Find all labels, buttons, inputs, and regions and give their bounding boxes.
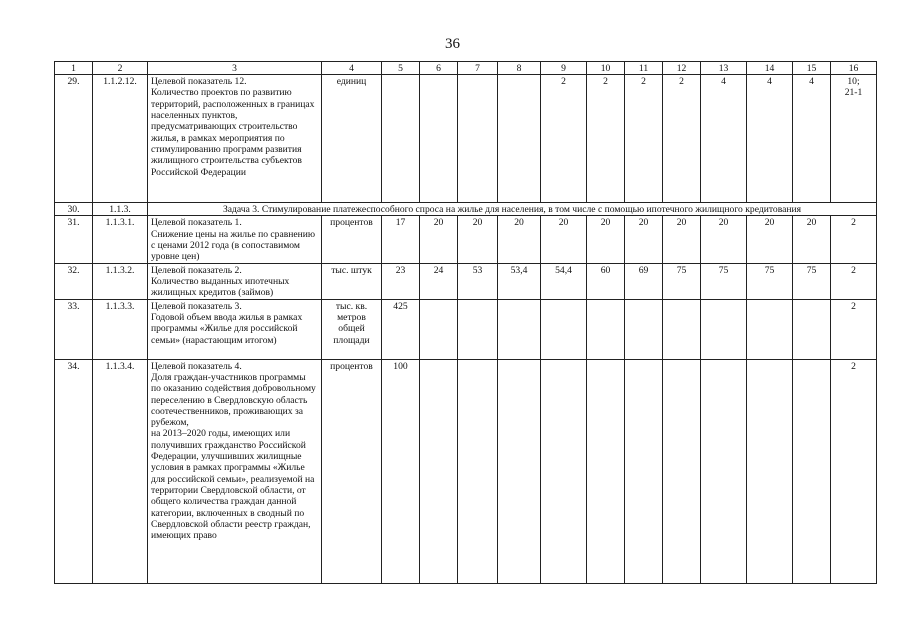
column-header: 3 xyxy=(148,62,322,75)
table-cell xyxy=(420,359,458,583)
column-header: 7 xyxy=(458,62,498,75)
table-cell xyxy=(625,299,663,359)
table-cell: 20 xyxy=(541,216,587,263)
column-header: 16 xyxy=(831,62,877,75)
table-cell: Целевой показатель 2. Количество выданных ипотечных жилищных кредитов (займов) xyxy=(148,263,322,299)
table-cell xyxy=(498,75,541,203)
table-cell: 10; 21-1 xyxy=(831,75,877,203)
table-row xyxy=(55,299,877,359)
column-header: 9 xyxy=(541,62,587,75)
table-cell: 2 xyxy=(587,75,625,203)
table-cell: 4 xyxy=(701,75,747,203)
table-cell xyxy=(420,75,458,203)
table-cell xyxy=(541,359,587,583)
table-cell xyxy=(498,359,541,583)
table-cell: 20 xyxy=(420,216,458,263)
table-cell: 75 xyxy=(747,263,793,299)
table-cell xyxy=(498,299,541,359)
table-cell xyxy=(587,299,625,359)
table-row xyxy=(55,216,877,263)
table-cell: 2 xyxy=(541,75,587,203)
table-cell xyxy=(458,359,498,583)
table-cell: 1.1.3.1. xyxy=(93,216,148,263)
table-cell: 24 xyxy=(420,263,458,299)
table-cell: 20 xyxy=(587,216,625,263)
table-cell xyxy=(420,299,458,359)
table-cell: 4 xyxy=(747,75,793,203)
table-cell: 100 xyxy=(382,359,420,583)
task-row xyxy=(55,203,877,216)
table-cell: 75 xyxy=(701,263,747,299)
table-cell xyxy=(458,299,498,359)
column-header: 5 xyxy=(382,62,420,75)
table-cell: единиц xyxy=(322,75,382,203)
column-header: 10 xyxy=(587,62,625,75)
page-number: 36 xyxy=(445,36,460,52)
table-cell: тыс. штук xyxy=(322,263,382,299)
column-header: 11 xyxy=(625,62,663,75)
table-cell: Целевой показатель 1. Снижение цены на жилье по сравнению с ценами 2012 года (в сопоставимом уровне цен) xyxy=(148,216,322,263)
table-cell: 20 xyxy=(793,216,831,263)
table-cell xyxy=(587,359,625,583)
table-cell: 2 xyxy=(625,75,663,203)
table-cell: 54,4 xyxy=(541,263,587,299)
table-cell xyxy=(747,299,793,359)
table-cell xyxy=(663,359,701,583)
table-cell: 20 xyxy=(701,216,747,263)
column-header: 4 xyxy=(322,62,382,75)
table-cell: процентов xyxy=(322,216,382,263)
table-cell: 1.1.2.12. xyxy=(93,75,148,203)
table-cell: 20 xyxy=(458,216,498,263)
table-cell: 2 xyxy=(831,216,877,263)
table-row xyxy=(55,75,877,203)
table-cell: 53 xyxy=(458,263,498,299)
table-cell: 33. xyxy=(55,299,93,359)
column-header: 6 xyxy=(420,62,458,75)
indicators-table xyxy=(54,61,877,584)
table-row xyxy=(55,359,877,583)
column-header: 14 xyxy=(747,62,793,75)
table-cell: 69 xyxy=(625,263,663,299)
table-cell xyxy=(625,359,663,583)
table-cell xyxy=(701,299,747,359)
table-cell: 23 xyxy=(382,263,420,299)
table-cell: 75 xyxy=(793,263,831,299)
table-cell: 20 xyxy=(663,216,701,263)
table-cell xyxy=(793,299,831,359)
column-header: 8 xyxy=(498,62,541,75)
table-cell xyxy=(382,75,420,203)
table-cell: Целевой показатель 3. Годовой объем ввода жилья в рамках программы «Жилье для российской семьи» (нарастающим итогом) xyxy=(148,299,322,359)
table-cell: 34. xyxy=(55,359,93,583)
table-cell: Задача 3. Стимулирование платежеспособного спроса на жилье для населения, в том числе с помощью ипотечного жилищного кредитования xyxy=(148,203,877,216)
header-row xyxy=(55,62,877,75)
table-cell: 4 xyxy=(793,75,831,203)
table-cell: 31. xyxy=(55,216,93,263)
table-cell: 1.1.3.2. xyxy=(93,263,148,299)
table-cell: Целевой показатель 4. Доля граждан-участников программы по оказанию содействия добровольному переселению в Свердловскую область соотечественников, проживающих за рубежом, на 2013–2020 годы, имеющих или получивших гражданство Российской Федерации, улучшивших жилищные условия в рамках программы «Жилье для российской семьи», реализуемой на территории Свердловской области, от общего количества граждан данной категории, включенных в сводный по Свердловской области реестр граждан, имеющих право xyxy=(148,359,322,583)
table-cell: 2 xyxy=(831,359,877,583)
table-cell: 1.1.3.4. xyxy=(93,359,148,583)
table-cell: 75 xyxy=(663,263,701,299)
column-header: 12 xyxy=(663,62,701,75)
table-cell: 425 xyxy=(382,299,420,359)
table-cell: 29. xyxy=(55,75,93,203)
column-header: 15 xyxy=(793,62,831,75)
table-row xyxy=(55,263,877,299)
table-cell xyxy=(541,299,587,359)
table-cell: процентов xyxy=(322,359,382,583)
table-cell: 17 xyxy=(382,216,420,263)
table-cell: 32. xyxy=(55,263,93,299)
table-cell: 20 xyxy=(747,216,793,263)
table-cell: 1.1.3. xyxy=(93,203,148,216)
table-cell: 30. xyxy=(55,203,93,216)
table-cell: 20 xyxy=(498,216,541,263)
column-header: 2 xyxy=(93,62,148,75)
table-cell xyxy=(793,359,831,583)
table-cell: Целевой показатель 12. Количество проектов по развитию территорий, расположенных в границах населенных пунктов, предусматривающих строительство жилья, в рамках мероприятия по стимулированию программ развития жилищного строительства субъектов Российской Федерации xyxy=(148,75,322,203)
table-cell xyxy=(701,359,747,583)
table-body xyxy=(55,75,877,584)
table-cell: 20 xyxy=(625,216,663,263)
table-cell: 53,4 xyxy=(498,263,541,299)
table-cell: 2 xyxy=(831,263,877,299)
table-cell: 60 xyxy=(587,263,625,299)
table-cell xyxy=(663,299,701,359)
column-header: 13 xyxy=(701,62,747,75)
column-header: 1 xyxy=(55,62,93,75)
table-cell: 1.1.3.3. xyxy=(93,299,148,359)
table-cell: тыс. кв. метров общей площади xyxy=(322,299,382,359)
table-cell xyxy=(458,75,498,203)
table-cell: 2 xyxy=(831,299,877,359)
table-cell xyxy=(747,359,793,583)
table-cell: 2 xyxy=(663,75,701,203)
